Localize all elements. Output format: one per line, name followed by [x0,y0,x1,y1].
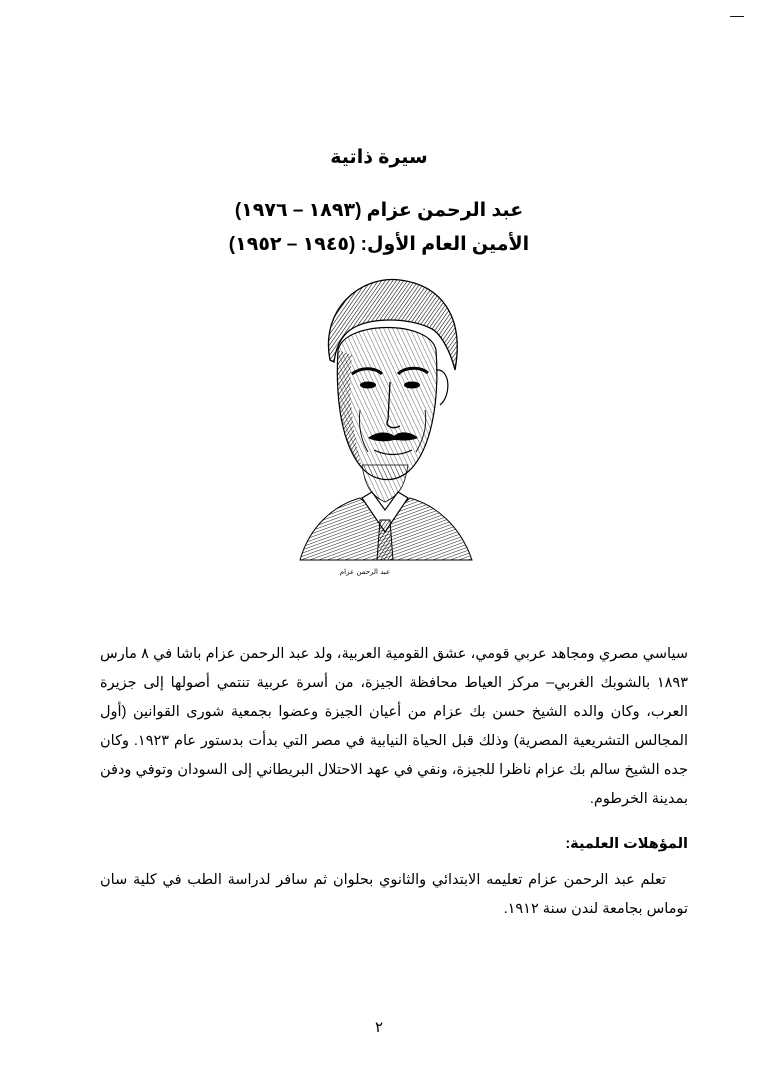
portrait-caption: عبد الرحمن عزام [339,568,391,576]
subtitle-name-dates: عبد الرحمن عزام (١٨٩٣ – ١٩٧٦) [234,200,524,221]
subtitle-role-dates: الأمين العام الأول: (١٩٤٥ – ١٩٥٢) [228,234,530,255]
biography-paragraph: سياسي مصري ومجاهد عربي قومي، عشق القومية العربية، ولد عبد الرحمن عزام باشا في ٨ مارس ١٨٩٣ بالشوبك الغربي– مركز العياط محافظة الجيزة، من أسرة عربية تنتمي أصولها إلى جزيرة العرب، وكان والده الشيخ حسن بك عزام من أعيان الجيزة وعضوا بجمعية شورى القوانين (أول المجالس التشريعية المصرية) وذلك قبل الحياة النيابية في مصر التي بدأت بدستور عام ١٩٢٣. وكان جده الشيخ سالم بك عزام ناظرا للجيزة، ونفي في عهد الاحتلال البريطاني إلى السودان وتوفي ودفن بمدينة الخرطوم. [100,646,688,807]
corner-mark: — [730,7,744,23]
education-paragraph: تعلم عبد الرحمن عزام تعليمه الابتدائي والثانوي بحلوان ثم سافر لدراسة الطب في كلية سان توماس بجامعة لندن سنة ١٩١٢. [100,872,688,917]
page-number: ٢ [374,1019,384,1036]
portrait-image [290,270,480,580]
page-title: سيرة ذاتية [330,147,428,168]
section-heading-qualifications: المؤهلات العلمية: [565,836,688,852]
